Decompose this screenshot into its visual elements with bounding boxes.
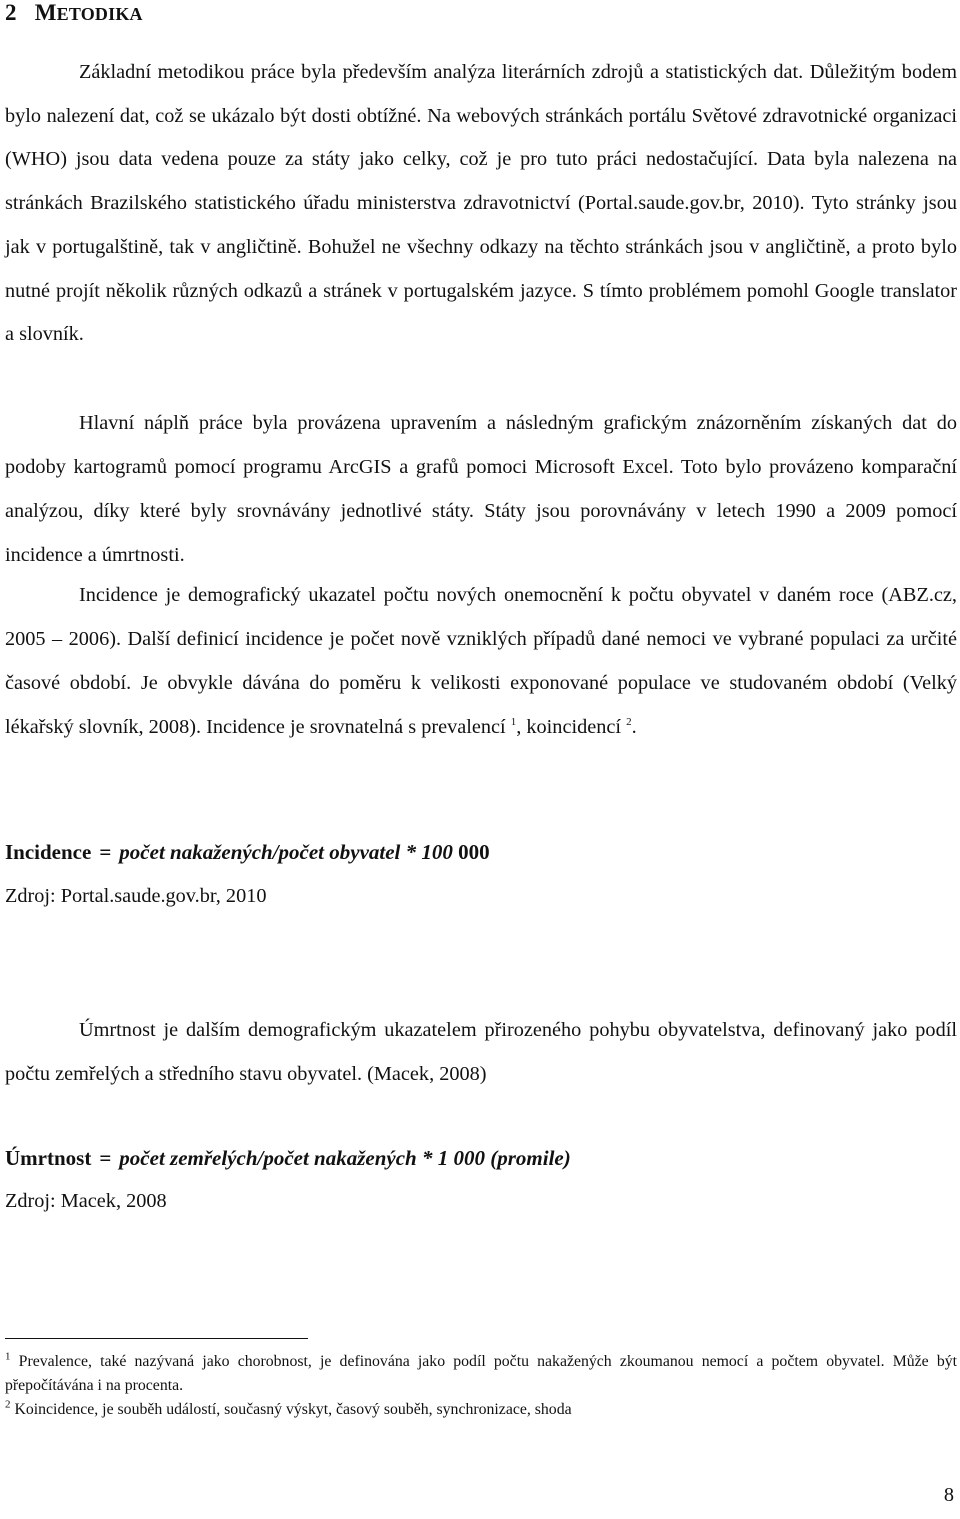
paragraph-text: Incidence je demografický ukazatel počtu nových onemocnění k počtu obyvatel v daném roce (ABZ.cz, 2005 – 2006). Další definicí incidence je počet nově vzniklých případů dané nemoci ve vybrané populaci za určité časové období. Je obvykle dávána do poměru k velikosti exponované populace ve studovaném období (Velký lékařský slovník, 2008). Incidence je srovnatelná s prevalencí (5, 584, 957, 738)
paragraph-methodology-sources (5, 51, 957, 357)
paragraph-mortality-definition: Úmrtnost je dalším demografickým ukazatelem přirozeného pohybu obyvatelstva, definovaný jako podíl počtu zemřelých a středního stavu obyvatel. (Macek, 2008) (5, 1019, 957, 1085)
paragraph-methodology-processing: Hlavní náplň práce byla provázena upravením a následným grafickým znázorněním získaných dat do podoby kartogramů pomocí programu ArcGIS a grafů pomoci Microsoft Excel. Toto bylo provázeno komparační analýzou, díky které byly srovnávány jednotlivé státy. Státy jsou porovnávány v letech 1990 a 2009 pomocí incidence a úmrtnosti. (5, 412, 957, 566)
section-title-rest: ETODIKA (56, 4, 143, 24)
mortality-formula (5, 1146, 571, 1171)
section-title-initial: M (34, 0, 57, 25)
formula-equals: = (99, 1146, 112, 1170)
footnote-text: Koincidence, je souběh událostí, současný výskyt, časový souběh, synchronizace, shoda (14, 1401, 572, 1418)
footnote-marker: 2 (5, 1398, 11, 1411)
formula-label: Úmrtnost (5, 1146, 92, 1170)
formula-equals: = (99, 840, 112, 864)
page-number: 8 (943, 1484, 954, 1506)
formula-tail: 000 (458, 840, 490, 864)
incidence-source: Zdroj: Portal.saude.gov.br, 2010 (5, 885, 267, 907)
section-number: 2 (5, 0, 17, 25)
incidence-formula (5, 840, 490, 865)
paragraph-text-end: . (631, 716, 637, 738)
footnote-marker: 1 (5, 1350, 11, 1363)
formula-expression: počet zemřelých/počet nakažených * 1 000 (promile) (119, 1146, 571, 1170)
formula-expression: počet nakažených/počet obyvatel * 100 (119, 840, 453, 864)
paragraph-incidence-definition (5, 573, 957, 749)
footnote-separator (5, 1338, 308, 1339)
formula-label: Incidence (5, 840, 92, 864)
mortality-source: Zdroj: Macek, 2008 (5, 1190, 167, 1212)
footnote-1 (5, 1350, 957, 1398)
section-heading (5, 0, 143, 26)
footnote-text: Prevalence, také nazývaná jako chorobnost, je definována jako podíl počtu nakažených zkoumanou nemocí a počtem obyvatel. Může být přepočítávána i na procenta. (5, 1353, 958, 1394)
paragraph-text: Základní metodikou práce byla především analýza literárních zdrojů a statistických dat. Důležitým bodem bylo nalezení dat, což se ukázalo být dosti obtížné. Na webových stránkách portálu Světové zdravotnické organizaci (WHO) jsou data vedena pouze za státy jako celky, což je pro tuto práci nedostačující. Data byla nalezena na stránkách Brazilského statistického úřadu ministerstva zdravotnictví (Portal.saude.gov.br, 2010). Tyto stránky jsou jak v portugalštině, tak v angličtině. Bohužel ne všechny odkazy na těchto stránkách jsou v angličtině, a proto bylo nutné projít několik různých odkazů a stránek v portugalském jazyce. S tímto problémem pomohl Google translator a slovník. (5, 61, 957, 346)
paragraph-text-mid: , koincidencí (516, 716, 622, 738)
footnote-ref-1[interactable]: 1 (510, 716, 517, 729)
footnote-2 (5, 1398, 957, 1422)
footnote-ref-2[interactable]: 2 (626, 716, 632, 729)
footnotes (5, 1350, 957, 1422)
